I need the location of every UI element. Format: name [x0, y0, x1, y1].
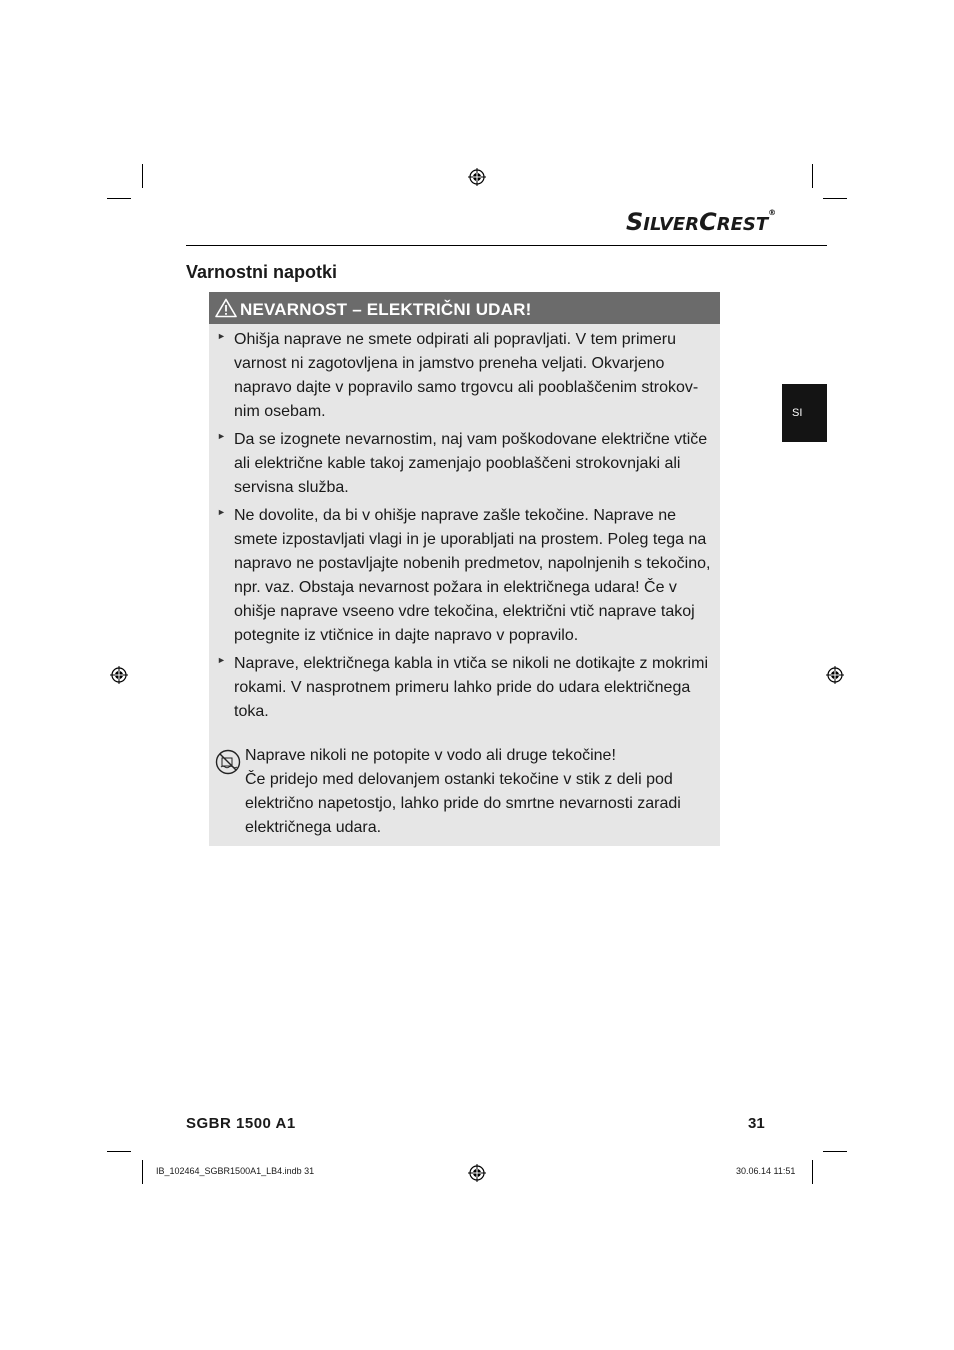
bullet-arrow-icon: ► — [217, 331, 226, 341]
header-rule — [186, 245, 827, 246]
crop-mark — [823, 198, 847, 199]
crop-mark — [812, 164, 813, 188]
crop-mark — [107, 1151, 131, 1152]
registration-mark-icon — [468, 168, 486, 186]
warning-panel — [209, 292, 720, 846]
bullet-arrow-icon: ► — [217, 507, 226, 517]
crop-mark — [142, 164, 143, 188]
page-number: 31 — [748, 1115, 765, 1132]
footer-model: SGBR 1500 A1 — [186, 1115, 296, 1132]
language-tab — [782, 384, 827, 442]
print-slug-file: IB_102464_SGBR1500A1_LB4.indb 31 — [156, 1166, 315, 1176]
note-line: električnega udara. — [245, 819, 382, 836]
print-slug-date: 30.06.14 11:51 — [736, 1166, 796, 1176]
brand-logo: SILVERCREST® — [626, 208, 777, 236]
note-line: Naprave nikoli ne potopite v vodo ali druge tekočine! — [245, 747, 616, 764]
warning-bullet-list — [209, 328, 720, 728]
list-item: ► Naprave, električnega kabla in vtiča se nikoli ne dotikajte z mokrimi rokami. V nasprotnem primeru lahko pride do udara električnega toka. — [217, 655, 708, 720]
language-tab-label: SI — [792, 407, 803, 419]
list-item: ► Da se izognete nevarnostim, naj vam poškodovane električne vtiče ali električne kable takoj zamenjajo pooblaščeni strokovnjaki ali servisna služba. — [217, 431, 708, 496]
crop-mark — [812, 1160, 813, 1184]
registration-mark-icon — [826, 666, 844, 684]
crop-mark — [107, 198, 131, 199]
registration-mark-icon — [468, 1164, 486, 1182]
list-item: ► Ohišja naprave ne smete odpirati ali popravljati. V tem primeru varnost ni zagotovljena in jamstvo preneha veljati. Okvarjeno napravo dajte v popravilo samo trgovcu ali pooblaščenim strokov-nim osebam. — [217, 331, 699, 420]
no-immersion-icon — [215, 749, 241, 775]
registration-mark-icon — [110, 666, 128, 684]
note-line: Če pridejo med delovanjem ostanki tekočine v stik z deli pod — [245, 771, 673, 788]
crop-mark — [142, 1160, 143, 1184]
warning-heading: NEVARNOST – ELEKTRIČNI UDAR! — [240, 300, 532, 319]
crop-mark — [823, 1151, 847, 1152]
bullet-arrow-icon: ► — [217, 655, 226, 665]
warning-header — [209, 292, 720, 324]
note-line: električno napetostjo, lahko pride do smrtne nevarnosti zaradi — [245, 795, 681, 812]
list-item: ► Ne dovolite, da bi v ohišje naprave zašle tekočine. Naprave ne smete izpostavljati vlagi in je uporabljati na prostem. Poleg tega na napravo ne postavljajte nobenih predmetov, napolnjenih s tekočino, npr. vaz. Obstaja nevarnost požara in električnega udara! Če v ohišje naprave vseeno vdre tekočina, električni vtič naprave takoj potegnite iz vtičnice in dajte napravo v popravilo. — [217, 507, 711, 644]
warning-triangle-icon — [215, 298, 237, 318]
section-title: Varnostni napotki — [186, 262, 338, 282]
bullet-arrow-icon: ► — [217, 431, 226, 441]
